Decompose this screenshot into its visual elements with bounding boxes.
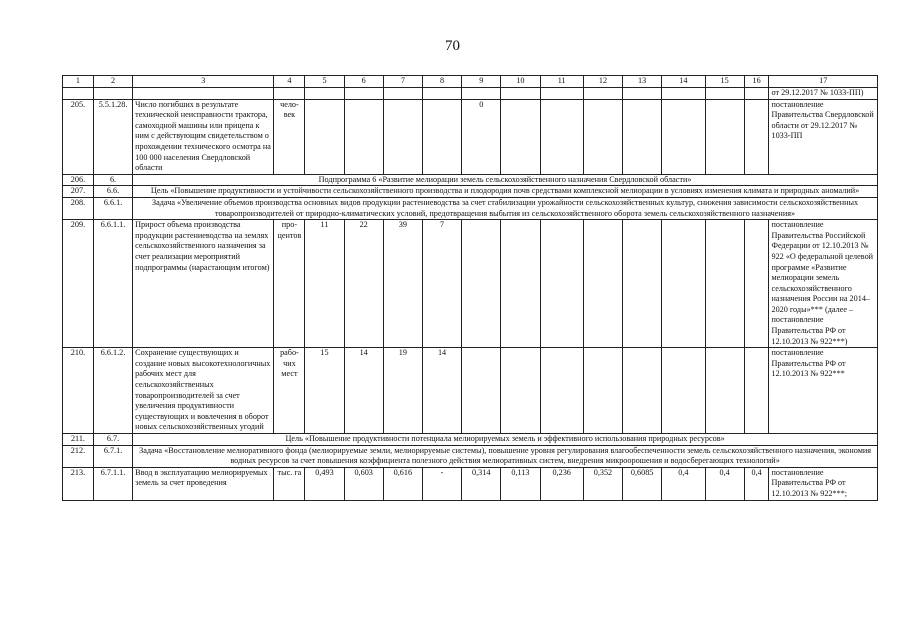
table-row: [63, 186, 878, 198]
code-cell: 6.6.: [93, 186, 132, 198]
row-number-cell: 208.: [63, 197, 94, 219]
value-cell: 0,352: [583, 467, 622, 500]
value-cell: 0,113: [501, 467, 540, 500]
empty-cell: [383, 88, 422, 100]
section-title-cell: Цель «Повышение продуктивности и устойчивости сельскохозяйственного производства и плодородия почв средствами комплексной мелиорации в условиях изменения климата и природных аномалий»: [133, 186, 878, 198]
value-cell: [662, 99, 705, 174]
header-cell-16: 16: [744, 76, 769, 88]
value-cell: [705, 220, 744, 348]
indicator-name-cell: Ввод в эксплуатацию мелиорируемых земель за счет проведения: [133, 467, 274, 500]
empty-cell: [501, 88, 540, 100]
value-cell: 0: [462, 99, 501, 174]
header-cell-9: 9: [462, 76, 501, 88]
value-cell: -: [422, 467, 461, 500]
page-number: 70: [445, 38, 460, 54]
header-cell-1: 1: [63, 76, 94, 88]
header-cell-2: 2: [93, 76, 132, 88]
row-number-cell: 209.: [63, 220, 94, 348]
empty-cell: [623, 88, 662, 100]
empty-cell: [583, 88, 622, 100]
empty-cell: [305, 88, 344, 100]
value-cell: 0,4: [744, 467, 769, 500]
value-cell: [623, 220, 662, 348]
code-cell: 6.7.1.1.: [93, 467, 132, 500]
table-row: [63, 174, 878, 186]
value-cell: 0,603: [344, 467, 383, 500]
value-cell: [623, 99, 662, 174]
empty-cell: [93, 88, 132, 100]
table-row: [63, 99, 878, 174]
code-cell: 6.6.1.2.: [93, 348, 132, 434]
header-cell-11: 11: [540, 76, 583, 88]
code-cell: 6.6.1.: [93, 197, 132, 219]
value-cell: 11: [305, 220, 344, 348]
header-cell-6: 6: [344, 76, 383, 88]
section-title-cell: Задача «Восстановление мелиоративного фонда (мелиорируемые земли, мелиорируемые системы), повышение уровня регулирования влагообеспеченности земель сельскохозяйственного назначения, экономия водных ресурсов за счет повышения коэффициента полезного действия мелиоративных систем, внедрения микроорошения и водосберегающих технологий»: [133, 445, 878, 467]
value-cell: [501, 220, 540, 348]
value-cell: [583, 99, 622, 174]
value-cell: 14: [344, 348, 383, 434]
indicator-name-cell: Число погибших в результате технической неисправности трактора, самоходной машины или прицепа к ним с действующим свидетельством о прохождении технического осмотра на 100 000 населения Свердловской области: [133, 99, 274, 174]
value-cell: [744, 220, 769, 348]
table-row: [63, 348, 878, 434]
unit-cell: про-центов: [274, 220, 305, 348]
section-title-cell: Задача «Увеличение объемов производства основных видов продукции растениеводства за счет стабилизации урожайности сельскохозяйственных культур, снижения зависимости сельскохозяйственных товаропроизводителей от природно-климатических условий, предотвращения выбытия из сельскохозяйственного оборота земель сельскохозяйственного назначения»: [133, 197, 878, 219]
value-cell: 0,4: [662, 467, 705, 500]
unit-cell: рабо-чих мест: [274, 348, 305, 434]
code-cell: 6.: [93, 174, 132, 186]
value-cell: [583, 220, 622, 348]
header-cell-8: 8: [422, 76, 461, 88]
basis-document-cell: постановление Правительства Свердловской области от 29.12.2017 № 1033-ПП: [769, 99, 878, 174]
value-cell: [583, 348, 622, 434]
value-cell: 0,616: [383, 467, 422, 500]
empty-cell: [744, 88, 769, 100]
value-cell: [422, 99, 461, 174]
code-cell: 6.6.1.1.: [93, 220, 132, 348]
row-number-cell: 205.: [63, 99, 94, 174]
empty-cell: [662, 88, 705, 100]
value-cell: [344, 99, 383, 174]
empty-cell: [705, 88, 744, 100]
value-cell: [623, 348, 662, 434]
value-cell: [462, 220, 501, 348]
code-cell: 5.5.1.28.: [93, 99, 132, 174]
value-cell: [540, 99, 583, 174]
table-row: [63, 467, 878, 500]
value-cell: 14: [422, 348, 461, 434]
value-cell: [501, 348, 540, 434]
empty-cell: [133, 88, 274, 100]
table-row: [63, 220, 878, 348]
value-cell: 0,6085: [623, 467, 662, 500]
table-body: [63, 76, 878, 501]
header-cell-5: 5: [305, 76, 344, 88]
value-cell: 0,493: [305, 467, 344, 500]
value-cell: 0,4: [705, 467, 744, 500]
value-cell: [305, 99, 344, 174]
value-cell: 0,236: [540, 467, 583, 500]
code-cell: 6.7.1.: [93, 445, 132, 467]
value-cell: [540, 220, 583, 348]
indicator-name-cell: Прирост объема производства продукции растениеводства на землях сельскохозяйственного назначения за счет реализации мероприятий подпрограммы (нарастающим итогом): [133, 220, 274, 348]
header-cell-17: 17: [769, 76, 878, 88]
basis-document-cell: постановление Правительства РФ от 12.10.2013 № 922***;: [769, 467, 878, 500]
unit-cell: чело-век: [274, 99, 305, 174]
indicators-table: [62, 75, 878, 501]
header-cell-12: 12: [583, 76, 622, 88]
header-cell-15: 15: [705, 76, 744, 88]
value-cell: 22: [344, 220, 383, 348]
section-title-cell: Подпрограмма 6 «Развитие мелиорации земель сельскохозяйственного назначения Свердловской области»: [133, 174, 878, 186]
value-cell: [705, 348, 744, 434]
value-cell: [383, 99, 422, 174]
value-cell: [540, 348, 583, 434]
header-cell-13: 13: [623, 76, 662, 88]
row-number-cell: 207.: [63, 186, 94, 198]
value-cell: 39: [383, 220, 422, 348]
value-cell: 0,314: [462, 467, 501, 500]
value-cell: [744, 99, 769, 174]
basis-document-cell: постановление Правительства Российской Федерации от 12.10.2013 № 922 «О федеральной целевой программе «Развитие мелиорации земель сельскохозяйственного назначения России на 2014–2020 годы»*** (далее – постановление Правительства РФ от 12.10.2013 № 922***): [769, 220, 878, 348]
header-cell-14: 14: [662, 76, 705, 88]
value-cell: [501, 99, 540, 174]
empty-cell: [63, 88, 94, 100]
empty-cell: [274, 88, 305, 100]
value-cell: [462, 348, 501, 434]
empty-cell: [462, 88, 501, 100]
value-cell: [662, 348, 705, 434]
basis-document-cell: постановление Правительства РФ от 12.10.2013 № 922***: [769, 348, 878, 434]
value-cell: [705, 99, 744, 174]
table-row: [63, 434, 878, 446]
value-cell: [662, 220, 705, 348]
row-number-cell: 211.: [63, 434, 94, 446]
header-cell-7: 7: [383, 76, 422, 88]
row-number-cell: 212.: [63, 445, 94, 467]
row-number-cell: 210.: [63, 348, 94, 434]
header-cell-3: 3: [133, 76, 274, 88]
unit-cell: тыс. га: [274, 467, 305, 500]
indicator-name-cell: Сохранение существующих и создание новых высокотехнологичных рабочих мест для сельскохозяйственных товаропроизводителей за счет увеличения продуктивности существующих и вовлечения в оборот новых сельскохозяйственных угодий: [133, 348, 274, 434]
header-cell-4: 4: [274, 76, 305, 88]
table-row: [63, 88, 878, 100]
value-cell: 15: [305, 348, 344, 434]
basis-document-cell: от 29.12.2017 № 1033-ПП): [769, 88, 878, 100]
empty-cell: [540, 88, 583, 100]
empty-cell: [422, 88, 461, 100]
table-row: [63, 445, 878, 467]
section-title-cell: Цель «Повышение продуктивности потенциала мелиорируемых земель и эффективного использования природных ресурсов»: [133, 434, 878, 446]
header-cell-10: 10: [501, 76, 540, 88]
empty-cell: [344, 88, 383, 100]
header-row: [63, 76, 878, 88]
value-cell: [744, 348, 769, 434]
value-cell: 7: [422, 220, 461, 348]
row-number-cell: 213.: [63, 467, 94, 500]
code-cell: 6.7.: [93, 434, 132, 446]
row-number-cell: 206.: [63, 174, 94, 186]
table-row: [63, 197, 878, 219]
value-cell: 19: [383, 348, 422, 434]
